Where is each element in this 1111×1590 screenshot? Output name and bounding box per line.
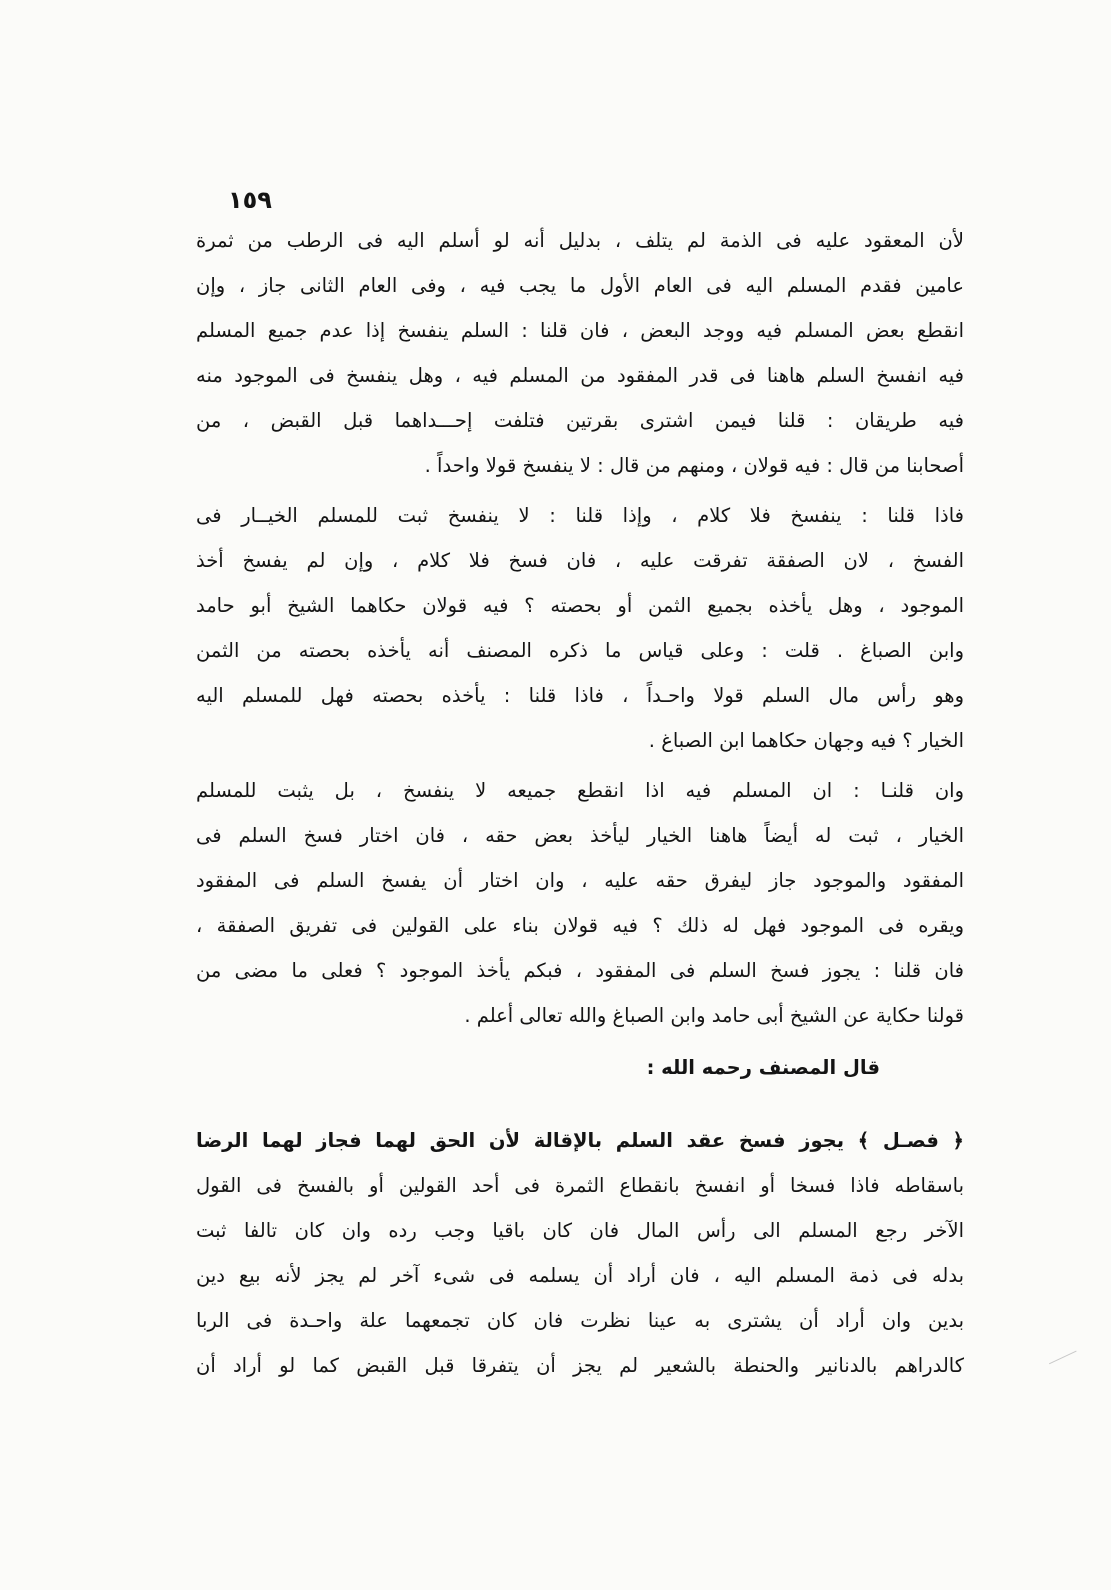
paragraph-4 — [196, 1118, 964, 1388]
text-line: ويقره فى الموجود فهل له ذلك ؟ فيه قولان بناء على القولين فى تفريق الصفقة ، — [196, 914, 964, 937]
text-line: بدين وان أراد أن يشترى به عينا نظرت فان كان تجمعهما علة واحـدة فى الربا — [196, 1309, 964, 1332]
text-line: بدله فى ذمة المسلم اليه ، فان أراد أن يسلمه فى شىء آخر لم يجز لأنه بيع دين — [196, 1264, 964, 1287]
text-line: كالدراهم بالدنانير والحنطة بالشعير لم يجز أن يتفرقا قبل القبض كما لو أراد أن — [196, 1354, 964, 1377]
text-line: لأن المعقود عليه فى الذمة لم يتلف ، بدليل أنه لو أسلم اليه فى الرطب من ثمرة — [196, 229, 964, 252]
paragraph-2 — [196, 493, 964, 763]
paragraph-3 — [196, 768, 964, 1038]
text-line: فاذا قلنا : ينفسخ فلا كلام ، وإذا قلنا : لا ينفسخ ثبت للمسلم الخيــار فى — [196, 504, 964, 527]
text-line: الخيار ، ثبت له أيضاً هاهنا الخيار ليأخذ بعض حقه ، فان اختار فسخ السلم فى — [196, 824, 964, 847]
text-line: الخيار ؟ فيه وجهان حكاهما ابن الصباغ . — [648, 729, 964, 752]
text-line: انقطع بعض المسلم فيه ووجد البعض ، فان قلنا : السلم ينفسخ إذا عدم جميع المسلم — [196, 319, 964, 342]
paragraph-1 — [196, 218, 964, 488]
text-line: المفقود والموجود جاز ليفرق حقه عليه ، وان اختار أن يفسخ السلم فى المفقود — [196, 869, 964, 892]
text-line: الموجود ، وهل يأخذه بجميع الثمن أو بحصته ؟ فيه قولان حكاهما الشيخ أبو حامد — [196, 594, 964, 617]
scan-mark — [1049, 1351, 1085, 1383]
text-line: فيه انفسخ السلم هاهنا فى قدر المفقود من المسلم فيه ، وهل ينفسخ فى الموجود منه — [196, 364, 964, 387]
text-line: فان قلنا : يجوز فسخ السلم فى المفقود ، فبكم يأخذ الموجود ؟ فعلى ما مضى من — [196, 959, 964, 982]
text-line: أصحابنا من قال : فيه قولان ، ومنهم من قال : لا ينفسخ قولا واحداً . — [424, 454, 964, 477]
author-heading: قال المصنف رحمه الله : — [646, 1056, 880, 1079]
page-number: ١٥٩ — [228, 186, 272, 214]
text-line: الفسخ ، لان الصفقة تفرقت عليه ، فان فسخ فلا كلام ، وإن لم يفسخ أخذ — [196, 549, 964, 572]
text-line: فيه طريقان : قلنا فيمن اشترى بقرتين فتلفت إحـــداهما قبل القبض ، من — [196, 409, 964, 432]
text-line: الآخر رجع المسلم الى رأس المال فان كان باقيا وجب رده وان كان تالفا ثبت — [196, 1219, 964, 1242]
text-line: ﴿ فصـل ﴾ يجوز فسخ عقد السلم بالإقالة لأن الحق لهما فجاز لهما الرضا — [196, 1129, 964, 1152]
text-line: وهو رأس مال السلم قولا واحـداً ، فاذا قلنا : يأخذه بحصته فهل للمسلم اليه — [196, 684, 964, 707]
text-line: وان قلنـا : ان المسلم فيه اذا انقطع جميعه لا ينفسخ ، بل يثبت للمسلم — [196, 779, 964, 802]
text-line: عامين فقدم المسلم اليه فى العام الأول ما يجب فيه ، وفى العام الثانى جاز ، وإن — [196, 274, 964, 297]
text-line: وابن الصباغ . قلت : وعلى قياس ما ذكره المصنف أنه يأخذه بحصته من الثمن — [196, 639, 964, 662]
text-line: قولنا حكاية عن الشيخ أبى حامد وابن الصباغ والله تعالى أعلم . — [464, 1004, 964, 1027]
text-line: باسقاطه فاذا فسخا أو انفسخ بانقطاع الثمرة فى أحد القولين أو بالفسخ فى القول — [196, 1174, 964, 1197]
